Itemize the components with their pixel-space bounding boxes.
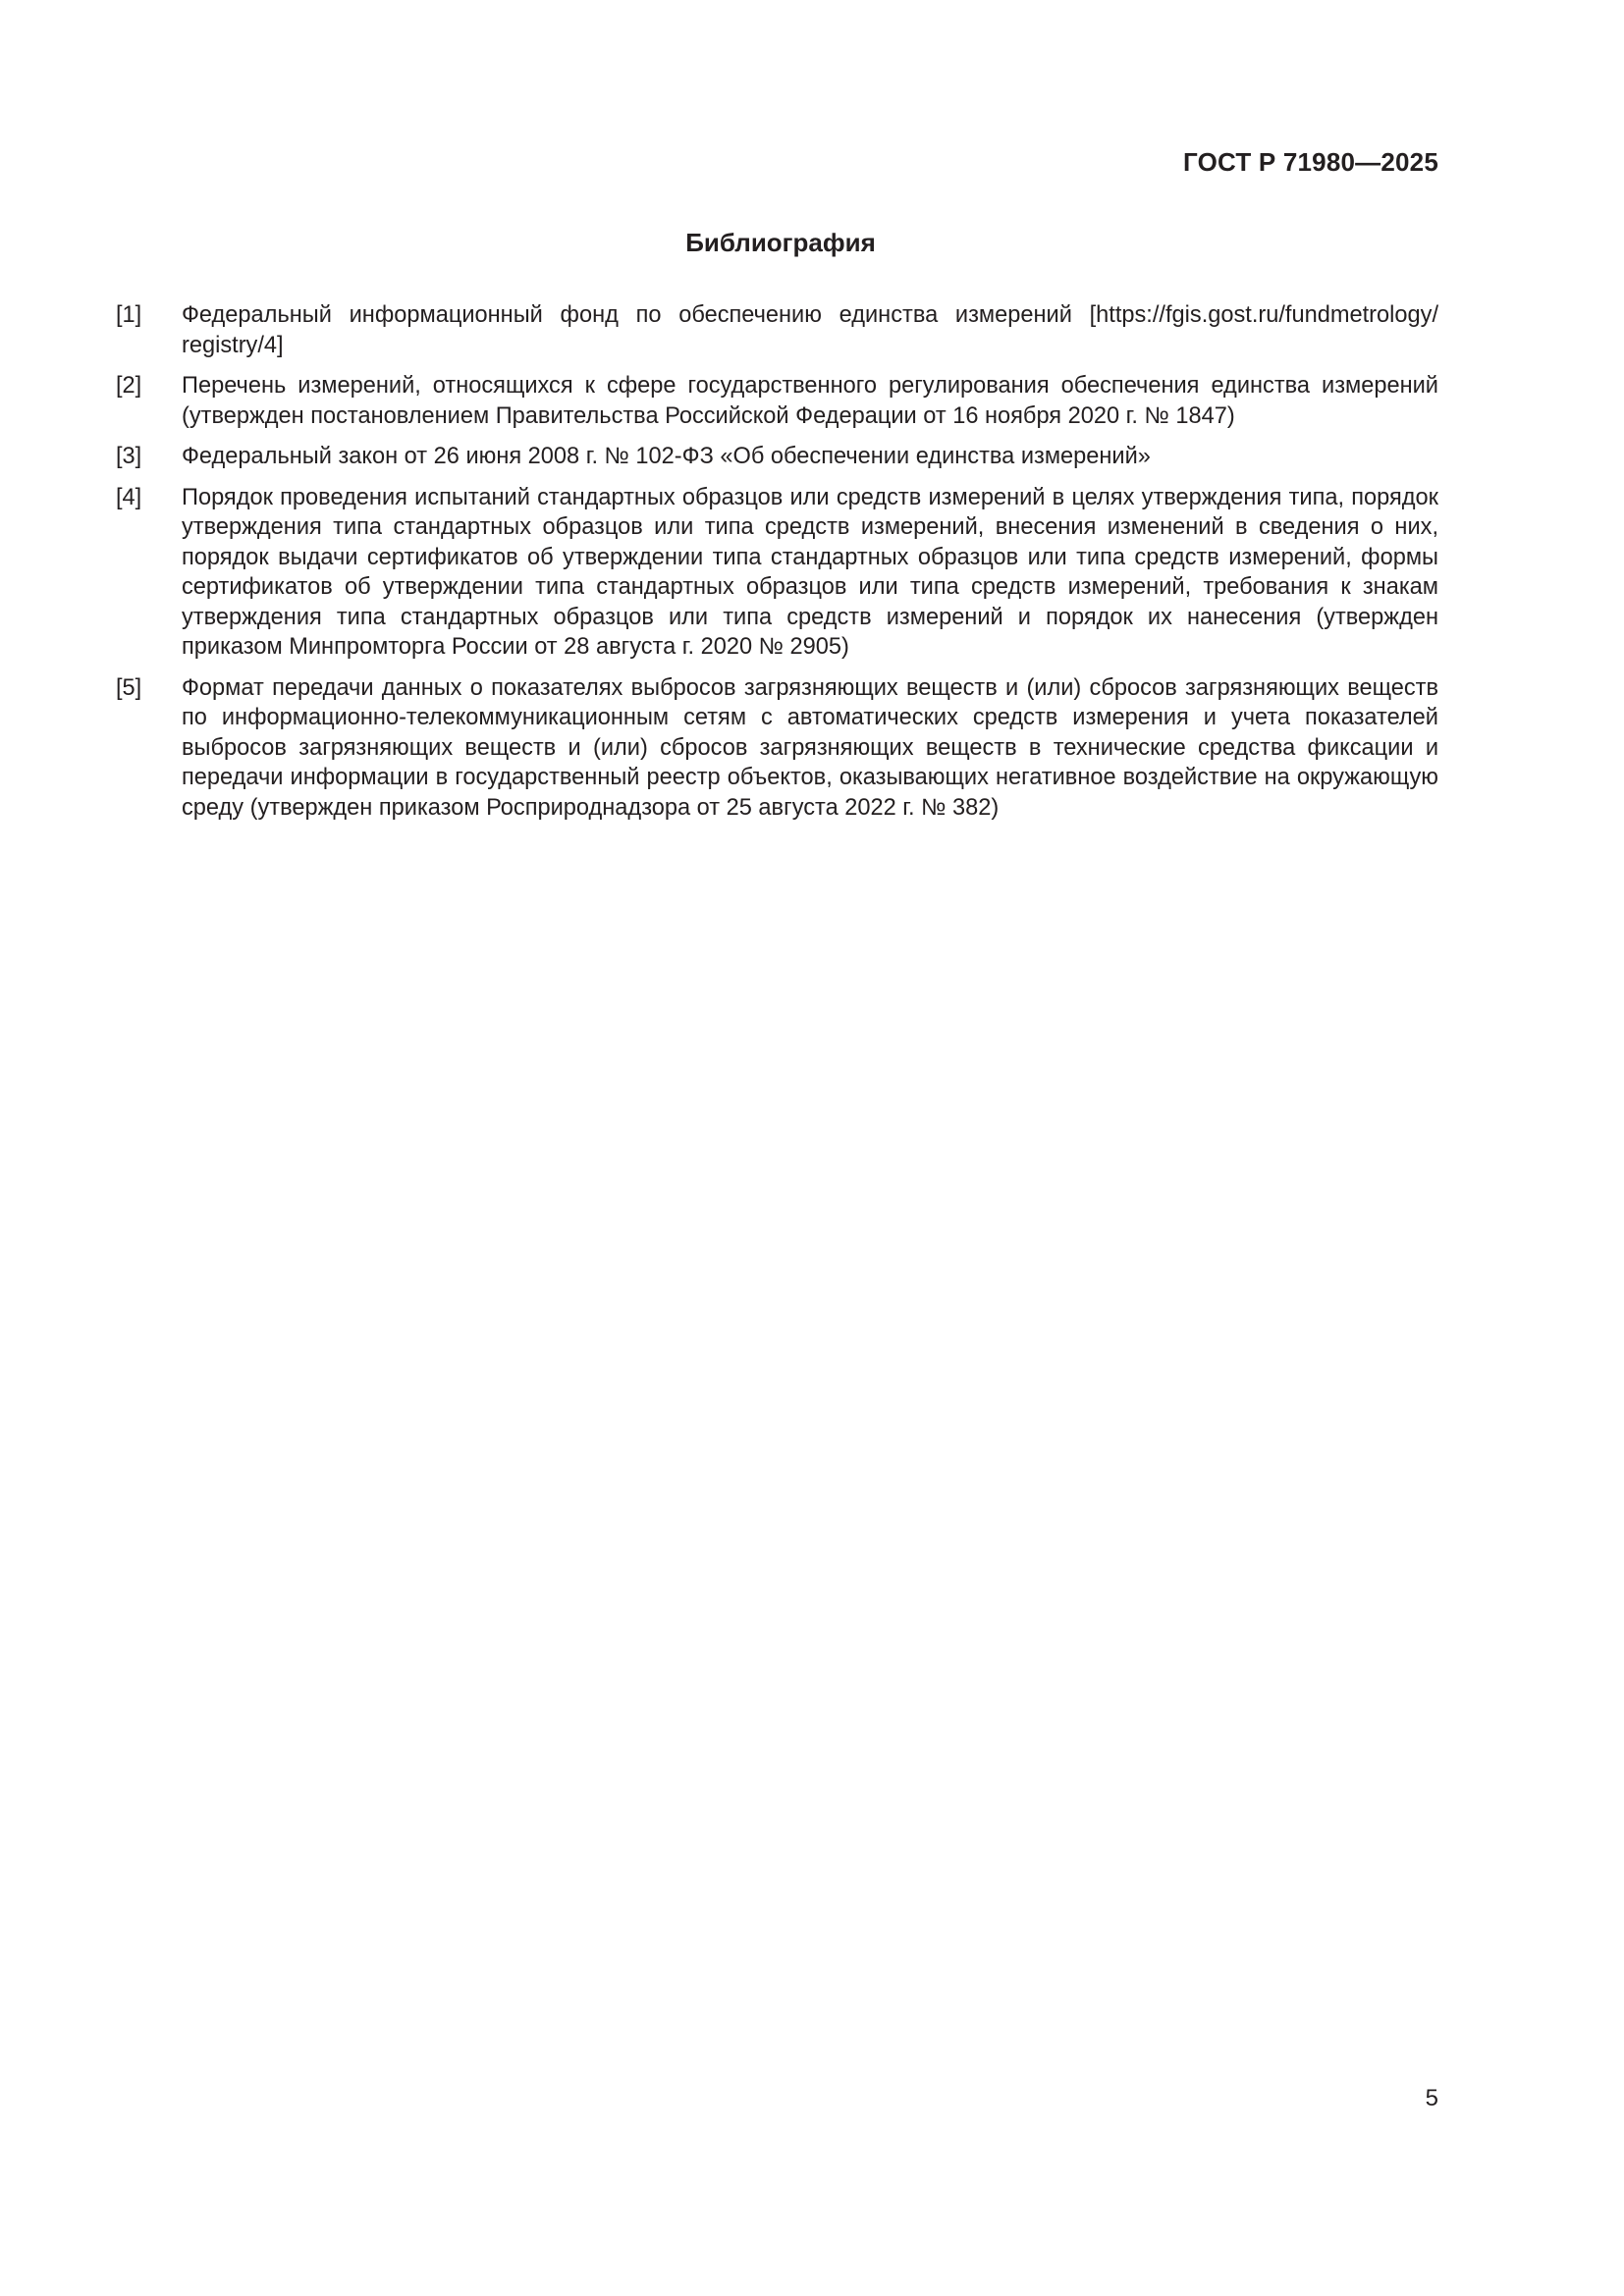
bibliography-item-text: Федеральный закон от 26 июня 2008 г. № 102-ФЗ «Об обеспечении единства измерений» bbox=[182, 444, 1151, 469]
bibliography-item bbox=[116, 442, 1438, 472]
bibliography-item-text: Федеральный информационный фонд по обеспечению единства измерений [https://fgis.gost.ru/fundmetrology/ registry/4] bbox=[182, 302, 1438, 358]
bibliography-item-number: [3] bbox=[116, 444, 142, 469]
section-title: Библиография bbox=[685, 228, 876, 257]
document-code: ГОСТ Р 71980—2025 bbox=[1183, 147, 1438, 177]
bibliography-item-text: Перечень измерений, относящихся к сфере государственного регулирования обеспечения единства измерений (утвержден постановлением Правительства Российской Федерации от 16 ноября 2020 г. № 1847) bbox=[182, 373, 1438, 429]
bibliography-list bbox=[116, 300, 1438, 833]
bibliography-item bbox=[116, 483, 1438, 663]
page-number: 5 bbox=[1425, 2085, 1438, 2111]
bibliography-item-text: Формат передачи данных о показателях выбросов загрязняющих веществ и (или) сбросов загрязняющих веществ по информационно-телекоммуникационным сетям с автоматических средств измерения и учета показателей выбросов загрязняющих веществ и (или) сбросов загрязняющих веществ в технические средства фиксации и передачи информации в государственный реестр объектов, оказывающих негативное воздействие на окружающую среду (утвержден приказом Росприроднадзора от 25 августа 2022 г. № 382) bbox=[182, 674, 1438, 821]
bibliography-item-number: [1] bbox=[116, 302, 142, 328]
bibliography-item-number: [2] bbox=[116, 373, 142, 399]
bibliography-item bbox=[116, 300, 1438, 360]
bibliography-item bbox=[116, 673, 1438, 824]
bibliography-item-number: [4] bbox=[116, 484, 142, 510]
bibliography-item bbox=[116, 371, 1438, 431]
bibliography-item-text: Порядок проведения испытаний стандартных образцов или средств измерений в целях утверждения типа, порядок утверждения типа стандартных образцов или типа средств измерений, внесения изменений в сведения о них, порядок выдачи сертификатов об утверждении типа стандартных образцов или типа средств измерений, формы сертификатов об утверждении типа стандартных образцов или типа средств измерений, требования к знакам утверждения типа стандартных образцов или типа средств измерений и порядок их нанесения (утвержден приказом Минпромторга России от 28 августа г. 2020 № 2905) bbox=[182, 484, 1438, 660]
bibliography-item-number: [5] bbox=[116, 674, 142, 701]
